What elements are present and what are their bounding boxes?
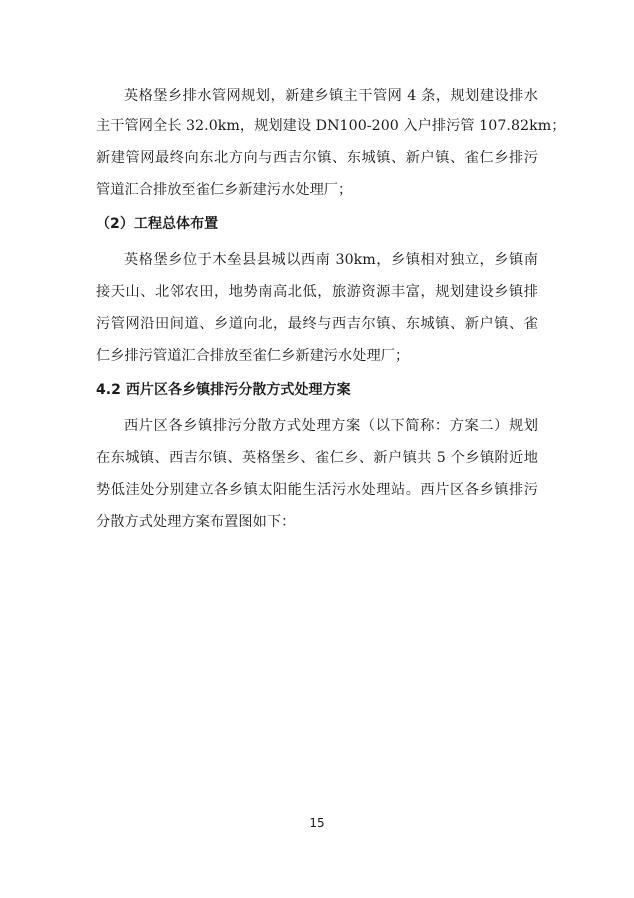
- paragraph-1-line-3: 新建管网最终向东北方向与西吉尔镇、东城镇、新户镇、雀仁乡排污: [96, 150, 538, 166]
- paragraph-2-line-4: 仁乡排污管道汇合排放至雀仁乡新建污水处理厂；: [96, 348, 410, 364]
- paragraph-2-line-2: 接天山、北邻农田，地势南高北低，旅游资源丰富，规划建设乡镇排: [96, 284, 538, 300]
- paragraph-1-line-1: 英格堡乡排水管网规划，新建乡镇主干管网 4 条，规划建设排水: [124, 88, 538, 104]
- paragraph-3-line-3: 势低洼处分别建立各乡镇太阳能生活污水处理站。西片区各乡镇排污: [96, 482, 538, 498]
- page-number: 15: [309, 816, 325, 830]
- paragraph-3-line-4: 分散方式处理方案布置图如下：: [96, 514, 296, 530]
- paragraph-1-line-4: 管道汇合排放至雀仁乡新建污水处理厂；: [96, 182, 353, 198]
- paragraph-2-line-3: 污管网沿田间道、乡道向北，最终与西吉尔镇、东城镇、新户镇、雀: [96, 316, 538, 332]
- paragraph-3-line-2: 在东城镇、西吉尔镇、英格堡乡、雀仁乡、新户镇共 5 个乡镇附近地: [96, 450, 538, 466]
- section-heading-4-2: 4.2 西片区各乡镇排污分散方式处理方案: [96, 382, 351, 398]
- paragraph-1-line-2: 主干管网全长 32.0km，规划建设 DN100-200 入户排污管 107.82km；: [96, 118, 566, 134]
- section-heading-2: （2）工程总体布置: [96, 216, 219, 232]
- paragraph-3-line-1: 西片区各乡镇排污分散方式处理方案（以下简称：方案二）规划: [124, 418, 538, 434]
- paragraph-2-line-1: 英格堡乡位于木垒县县城以西南 30km，乡镇相对独立，乡镇南: [124, 252, 538, 268]
